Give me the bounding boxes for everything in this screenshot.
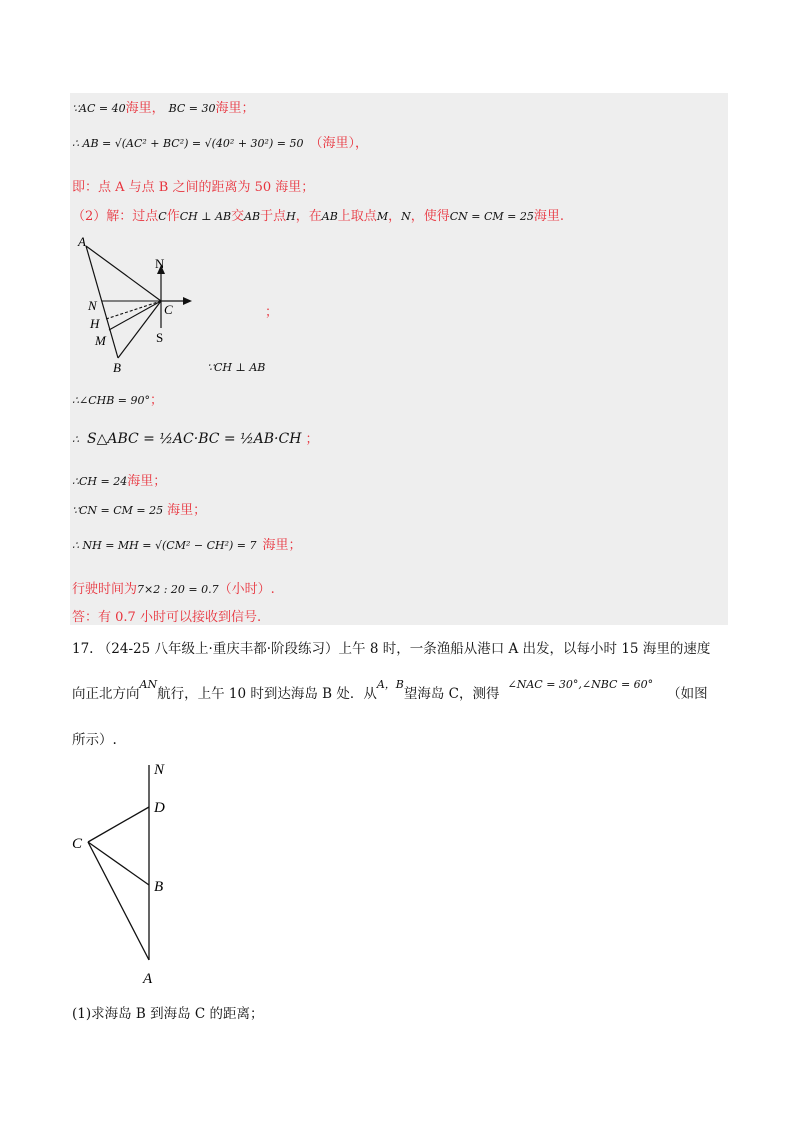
solution-line-1: ∵AC = 40海里， BC = 30海里； [72,101,255,116]
solution-answer: 答：有 0.7 小时可以接收到信号. [72,610,262,625]
label-B: B [113,360,121,375]
label-B: B [154,879,164,895]
figure-1-diagram [76,232,206,377]
solution-line-7: ∴ S△ABC = ½AC·BC = ½AB·CH ； [72,431,319,447]
label-H: H [90,316,100,331]
segment-CD [88,807,149,842]
label-N: N [154,762,165,778]
problem-17-line-1: 17. （24-25 八年级上·重庆丰都·阶段练习）上午 8 时，一条渔船从港口 A 出发，以每小时 15 海里的速度 [72,641,711,657]
label-A: A [143,971,153,987]
label-C: C [72,836,83,852]
segment-BC [118,301,164,358]
solution-line-11: 行驶时间为7×2 : 20 = 0.7（小时）. [72,582,275,597]
label-D: D [154,800,165,816]
figure-2-diagram [66,755,186,990]
solution-line-9: ∵CN = CM = 25 海里； [72,503,207,518]
label-N: N [88,298,97,313]
label-C: C [164,302,173,317]
semicolon-after-figure: ； [265,305,279,320]
label-S: S [156,330,164,345]
solution-line-6: ∴∠CHB = 90°； [72,393,164,408]
solution-line-5: ∵CH ⊥ AB [207,361,266,374]
solution-line-8: ∴CH = 24海里； [72,474,167,489]
solution-line-2: ∴ AB = √(AC² + BC²) = √(40² + 30²) = 50 （海里）， [72,136,368,151]
segment-AC [86,246,161,301]
problem-17-line-3: 所示）. [72,732,117,748]
label-N-top: N [155,256,165,271]
east-arrowhead [183,297,192,305]
label-M: M [95,333,106,348]
solution-line-4: （2）解：过点C作CH ⊥ AB交AB于点H，在AB上取点M，N，使得CN = CM = 25海里. [72,209,565,224]
problem-17-line-2: 向正北方向$^{AN}$航行，上午 10 时到达海岛 B 处．从$^{A,B}$望海岛 C，测得$^{\angle NAC = 30^\circ,\angle NBC = 60^\circ}$（如图 [72,678,708,702]
solution-line-3: 即：点 A 与点 B 之间的距离为 50 海里； [72,180,315,195]
problem-17-subquestion-1: (1)求海岛 B 到海岛 C 的距离； [72,1006,264,1022]
solution-line-10: ∴ NH = MH = √(CM² − CH²) = 7 海里； [72,538,302,553]
segment-CA [88,842,149,960]
label-A: A [78,234,86,249]
segment-CB [88,842,149,885]
